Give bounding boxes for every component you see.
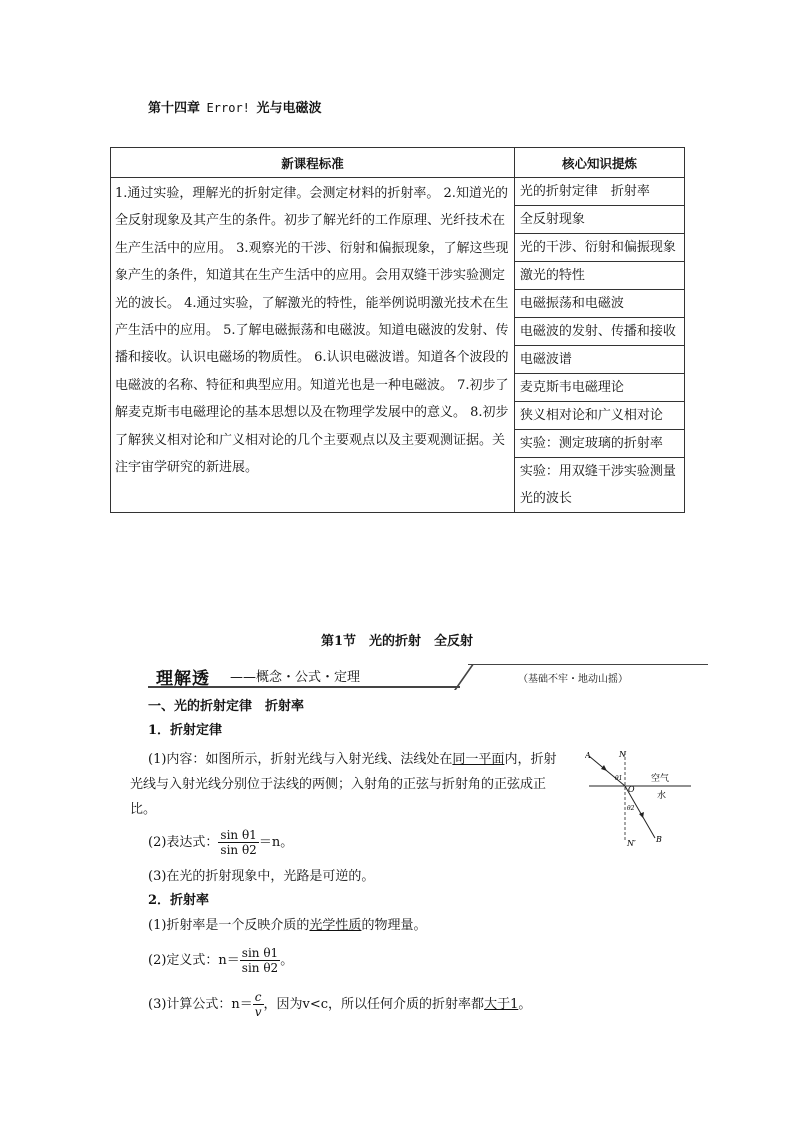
- banner-line: [468, 664, 708, 665]
- index-text-b: 的物理量。: [361, 918, 427, 933]
- key-point: 麦克斯韦电磁理论: [515, 374, 684, 402]
- heading-1: 一、光的折射定律 折射率: [148, 699, 305, 714]
- expression-tail: ＝n。: [258, 835, 294, 850]
- label-o: O: [628, 785, 635, 794]
- calc-middle: ，因为v<c，所以任何介质的折射率都: [263, 997, 485, 1012]
- fraction-numerator: c: [254, 990, 262, 1004]
- fraction-denominator: v: [254, 1005, 262, 1019]
- law-text-underline: 同一平面: [452, 752, 505, 767]
- index-definition-line: [148, 916, 426, 936]
- label-n-prime: N′: [627, 839, 636, 848]
- definition-fraction: [240, 946, 280, 975]
- definition-label: (2)定义式：n＝: [148, 953, 240, 968]
- calc-fraction: [253, 990, 264, 1019]
- fraction-numerator: sin θ1: [241, 946, 279, 960]
- law-content: [130, 747, 567, 822]
- calc-label: (3)计算公式：n＝: [148, 997, 253, 1012]
- law-text-a: (1)内容：如图所示，折射光线与入射光线、法线处在: [148, 752, 453, 767]
- section-title: 第1节 光的折射 全反射: [320, 634, 474, 649]
- expression-label: (2)表达式：: [148, 835, 219, 850]
- key-point: 光的折射定律 折射率: [515, 178, 684, 206]
- key-point: 电磁振荡和电磁波: [515, 290, 684, 318]
- expression-fraction: [218, 828, 258, 857]
- error-text: Error!: [206, 101, 250, 115]
- key-point: 电磁波谱: [515, 346, 684, 374]
- calc-formula-line: [148, 988, 531, 1022]
- heading-1-2: 2．折射率: [148, 893, 210, 908]
- definition-formula-line: [148, 944, 293, 978]
- banner-note: （基础不牢・地动山摇）: [518, 674, 628, 685]
- label-water: 水: [657, 791, 667, 801]
- fraction-denominator: sin θ2: [220, 843, 257, 857]
- law-text-b: 内，折射光线与入射光线分别位于法线的两侧；入射角的正弦与折射角的正弦成正 比。: [130, 752, 560, 817]
- fraction-numerator: sin θ1: [220, 828, 257, 842]
- key-point: 全反射现象: [515, 206, 684, 234]
- label-n: N: [619, 750, 626, 759]
- index-text-underline: 光学性质: [309, 918, 362, 933]
- label-b: B: [656, 835, 662, 844]
- key-point: 电磁波的发射、传播和接收: [515, 318, 684, 346]
- incident-arrow: [601, 765, 607, 771]
- definition-tail: 。: [280, 953, 294, 968]
- standards-text: 1.通过实验，理解光的折射定律。会测定材料的折射率。 2.知道光的全反射现象及其产生的条件。初步了解光纤的工作原理、光纤技术在生产生活中的应用。 3.观察光的干涉、衍射和偏振现象，了解这些现象产生的条件，知道其在生产生活中的应用。会用双缝干涉实验测定光的波长。 4.通过实验，了解激光的特性，能举例说明激光技术在生产生活中的应用。 5.了解电磁振荡和电磁波。知道电磁波的发射、传播和接收。认识电磁场的物质性。 6.认识电磁波谱。知道各个波段的电磁波的名称、特征和典型应用。知道光也是一种电磁波。 7.初步了解麦克斯韦电磁理论的基本思想以及在物理学发展中的意义。 8.初步了解狭义相对论和广义相对论的几个主要观点以及主要观测证据。关注宇宙学研究的新进展。: [115, 186, 509, 476]
- chapter-title: [148, 97, 321, 116]
- chapter-name: 光与电磁波: [256, 101, 322, 116]
- refraction-diagram: [585, 748, 695, 848]
- reversible-line: (3)在光的折射现象中，光路是可逆的。: [148, 869, 375, 884]
- standards-cell: [111, 178, 515, 513]
- banner-main: 理解透: [156, 669, 210, 689]
- calc-underline: 大于1: [484, 997, 519, 1012]
- label-air: 空气: [651, 774, 670, 784]
- label-theta1: θ1: [615, 775, 623, 782]
- key-point: 光的干涉、衍射和偏振现象: [515, 234, 684, 262]
- table-head-right: 核心知识提炼: [514, 148, 684, 178]
- fraction-denominator: sin θ2: [241, 961, 279, 975]
- expression-line: [148, 826, 293, 860]
- table-head-left: 新课程标准: [111, 148, 515, 178]
- label-a: A: [585, 751, 591, 760]
- calc-tail: 。: [518, 997, 532, 1012]
- label-theta2: θ2: [627, 805, 635, 812]
- key-point: 实验：用双缝干涉实验测量光的波长: [519, 464, 676, 506]
- heading-1-1: 1．折射定律: [148, 723, 223, 738]
- banner-slash: [454, 664, 474, 690]
- curriculum-table: [110, 147, 685, 513]
- key-point: 激光的特性: [515, 262, 684, 290]
- key-point: 狭义相对论和广义相对论: [515, 402, 684, 430]
- banner-sub: ——概念・公式・定理: [230, 670, 361, 685]
- index-text-a: (1)折射率是一个反映介质的: [148, 918, 310, 933]
- chapter-prefix: 第十四章: [148, 101, 201, 116]
- key-point: 实验：测定玻璃的折射率: [515, 430, 684, 458]
- key-points-cell: [514, 178, 684, 513]
- section-banner: [148, 660, 708, 688]
